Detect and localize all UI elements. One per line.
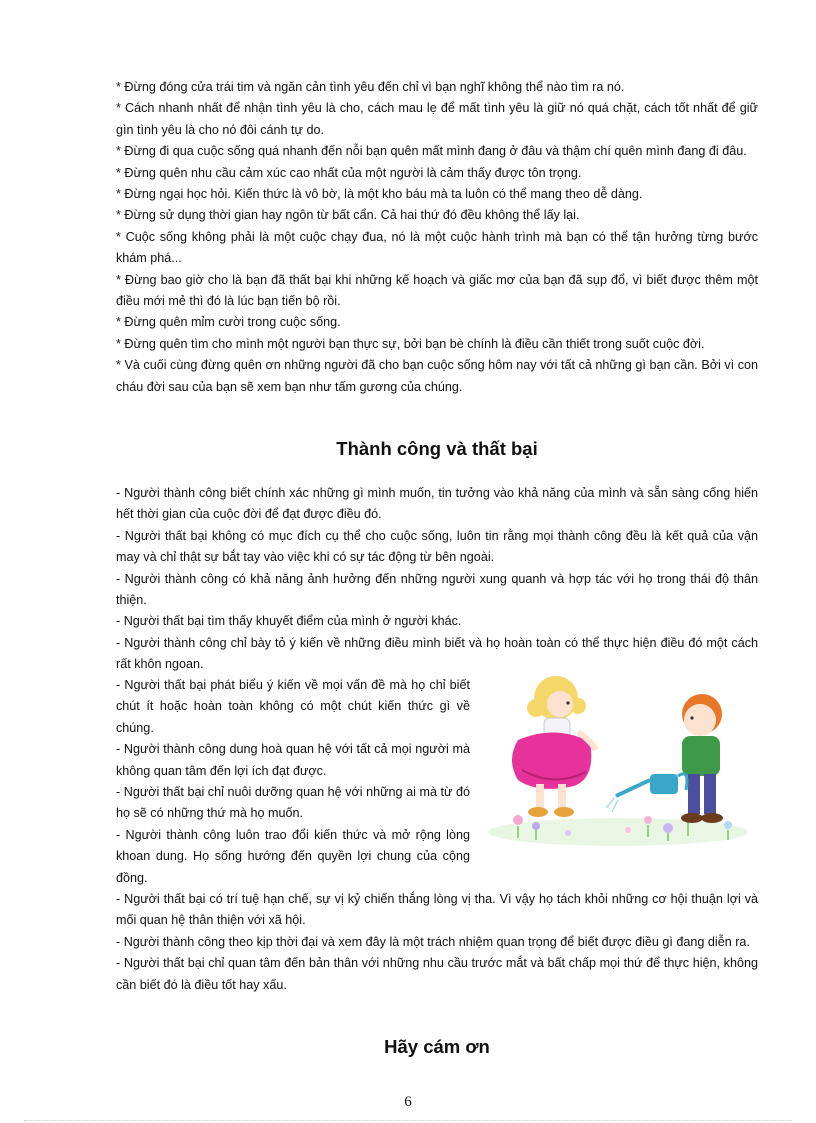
advice-item: * Đừng ngại học hỏi. Kiến thức là vô bờ, là một kho báu mà ta luôn có thể mang theo dễ dàng. — [116, 187, 643, 202]
advice-item: * Cách nhanh nhất để nhận tình yêu là cho, cách mau lẹ để mất tình yêu là giữ nó quá chặt, cách tốt nhất để giữ gìn tình yêu là cho nó đôi cánh tự do. — [116, 101, 758, 137]
list-item: - Người thành công biết chính xác những gì mình muốn, tin tưởng vào khả năng của mình và sẵn sàng cống hiến hết thời gian của cuộc đời để đạt được điều đó. — [116, 486, 758, 522]
list-item: - Người thất bại có trí tuệ hạn chế, sự vị kỷ chiến thắng lòng vị tha. Vì vậy họ tách khỏi những cơ hội thuận lợi và mối quan hệ thân thiện với xã hội. — [116, 892, 758, 928]
list-item: - Người thành công có khả năng ảnh hưởng đến những người xung quanh và hợp tác với họ trong thái độ thân thiện. — [116, 571, 758, 608]
advice-item: * Đừng sử dụng thời gian hay ngôn từ bất cẩn. Cả hai thứ đó đều không thể lấy lại. — [116, 208, 580, 223]
success-failure-list — [116, 483, 758, 676]
advice-item: * Đừng quên mỉm cười trong cuộc sống. — [116, 315, 341, 330]
advice-item: * Và cuối cùng đừng quên ơn những người đã cho bạn cuộc sống hôm nay với tất cả những gì bạn cần. Bởi vì con cháu đời sau của bạn sẽ xem bạn như tấm gương của chúng. — [116, 358, 758, 394]
success-failure-list-continued — [116, 889, 758, 996]
children-watering-illustration — [478, 670, 760, 856]
list-item: - Người thất bại tìm thấy khuyết điểm của mình ở người khác. — [116, 614, 462, 629]
advice-item: * Đừng quên tìm cho mình một người bạn thực sự, bởi bạn bè chính là điều cần thiết trong suốt cuộc đời. — [116, 336, 705, 351]
footer-divider — [24, 1120, 792, 1121]
list-item: - Người thất bại chỉ nuôi dưỡng quan hệ với những ai mà từ đó họ sẽ có những thứ mà họ muốn. — [116, 785, 470, 821]
advice-list — [116, 77, 758, 398]
girl-figure — [512, 676, 596, 817]
advice-item: * Cuộc sống không phải là một cuộc chạy đua, nó là một cuộc hành trình mà bạn có thể tận hưởng từng bước khám phá... — [116, 229, 758, 266]
section-title: Hãy cám ơn — [384, 1036, 490, 1057]
list-item: - Người thất bại không có mục đích cụ thể cho cuộc sống, luôn tin rằng mọi thành công đều là kết quả của vận may và chỉ thật sự bắt tay vào việc khi có sự tác động từ bên ngoài. — [116, 528, 758, 565]
advice-item: * Đừng đóng cửa trái tim và ngăn cản tình yêu đến chỉ vì bạn nghĩ không thể nào tìm ra nó. — [116, 80, 625, 94]
advice-item: * Đừng bao giờ cho là bạn đã thất bại khi những kế hoạch và giấc mơ của bạn đã sụp đổ, vì biết được thêm một điều mới mẻ thì đó là lúc bạn tiến bộ rồi. — [116, 272, 758, 309]
page-number: 6 — [404, 1094, 412, 1110]
list-item: - Người thất bại chỉ quan tâm đến bản thân với những nhu cầu trước mắt và bất chấp mọi thứ để thực hiện, không cần biết đó là điều tốt hay xấu. — [116, 956, 758, 992]
list-item: - Người thành công theo kịp thời đại và xem đây là một trách nhiệm quan trọng để biết được điều gì đang diễn ra. — [116, 934, 750, 949]
advice-item: * Đừng đi qua cuộc sống quá nhanh đến nỗi bạn quên mất mình đang ở đâu và thậm chí quên mình đang đi đâu. — [116, 144, 747, 159]
watering-can — [606, 774, 687, 812]
list-item: - Người thất bại phát biểu ý kiến về mọi vấn đề mà họ chỉ biết chút ít hoặc hoàn toàn không có một chút kiến thức gì về chúng. — [116, 678, 470, 735]
list-item: - Người thành công dung hoà quan hệ với tất cả mọi người mà không quan tâm đến lợi ích đạt được. — [116, 742, 470, 778]
section-title: Thành công và thất bại — [336, 438, 538, 459]
list-item: - Người thành công luôn trao đổi kiến thức và mở rộng lòng khoan dung. Họ sống hướng đến quyền lợi chung của cộng đồng. — [116, 827, 470, 885]
wrapped-text-column — [116, 675, 470, 889]
list-item: - Người thành công chỉ bày tỏ ý kiến về những điều mình biết và họ hoàn toàn có thể thực hiện điều đó một cách rất khôn ngoan. — [116, 635, 758, 672]
advice-item: * Đừng quên nhu cầu cảm xúc cao nhất của một người là cảm thấy được tôn trọng. — [116, 165, 582, 180]
boy-figure — [681, 694, 723, 823]
